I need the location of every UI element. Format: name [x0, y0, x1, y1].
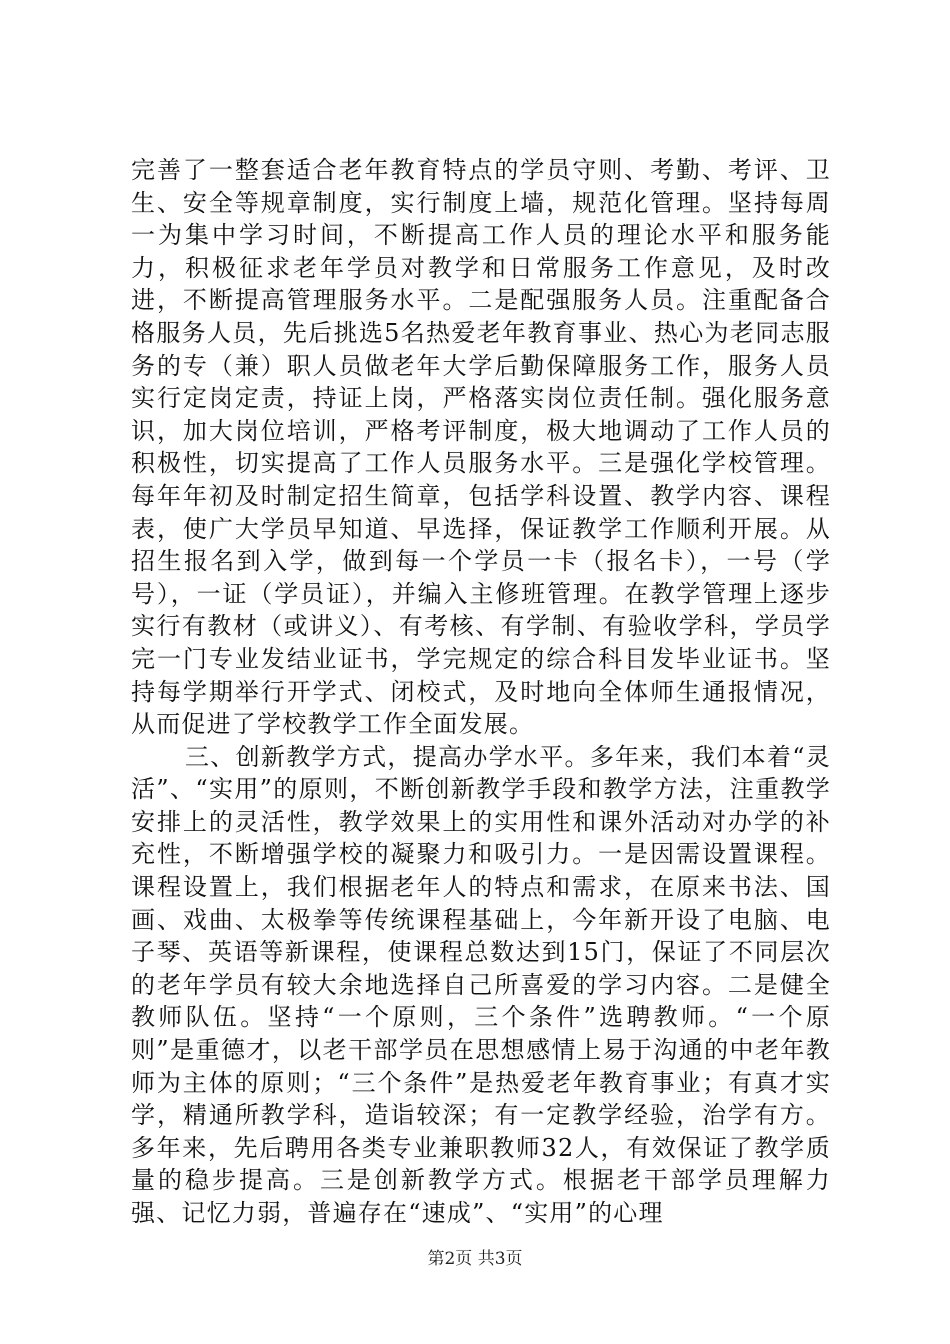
body-paragraph-2: 三、创新教学方式，提高办学水平。多年来，我们本着“灵活”、“实用”的原则，不断创新教学手段和教学方法，注重教学安排上的灵活性，教学效果上的实用性和课外活动对办学的补充性，不断增强学校的凝聚力和吸引力。一是因需设置课程。课程设置上，我们根据老年人的特点和需求，在原来书法、国画、戏曲、太极拳等传统课程基础上，今年新开设了电脑、电子琴、英语等新课程，使课程总数达到15门，保证了不同层次的老年学员有较大余地选择自己所喜爱的学习内容。二是健全教师队伍。坚持“一个原则，三个条件”选聘教师。“一个原则”是重德才，以老干部学员在思想感情上易于沟通的中老年教师为主体的原则；“三个条件”是热爱老年教育事业；有真才实学，精通所教学科，造诣较深；有一定教学经验，治学有方。多年来，先后聘用各类专业兼职教师32人，有效保证了教学质量的稳步提高。三是创新教学方式。根据老干部学员理解力强、记忆力弱，普遍存在“速成”、“实用”的心理: [131, 742, 831, 1227]
body-paragraph-1: 完善了一整套适合老年教育特点的学员守则、考勤、考评、卫生、安全等规章制度，实行制度上墙，规范化管理。坚持每周一为集中学习时间，不断提高工作人员的理论水平和服务能力，积极征求老年学员对教学和日常服务工作意见，及时改进，不断提高管理服务水平。二是配强服务人员。注重配备合格服务人员，先后挑选5名热爱老年教育事业、热心为老同志服务的专（兼）职人员做老年大学后勤保障服务工作，服务人员实行定岗定责，持证上岗，严格落实岗位责任制。强化服务意识，加大岗位培训，严格考评制度，极大地调动了工作人员的积极性，切实提高了工作人员服务水平。三是强化学校管理。每年年初及时制定招生简章，包括学科设置、教学内容、课程表，使广大学员早知道、早选择，保证教学工作顺利开展。从招生报名到入学，做到每一个学员一卡（报名卡），一号（学号），一证（学员证），并编入主修班管理。在教学管理上逐步实行有教材（或讲义）、有考核、有学制、有验收学科，学员学完一门专业发结业证书，学完规定的综合科目发毕业证书。坚持每学期举行开学式、闭校式，及时地向全体师生通报情况，从而促进了学校教学工作全面发展。: [131, 156, 831, 739]
document-body: [131, 154, 831, 1230]
page-number-footer: 第2页 共3页: [427, 1249, 523, 1269]
